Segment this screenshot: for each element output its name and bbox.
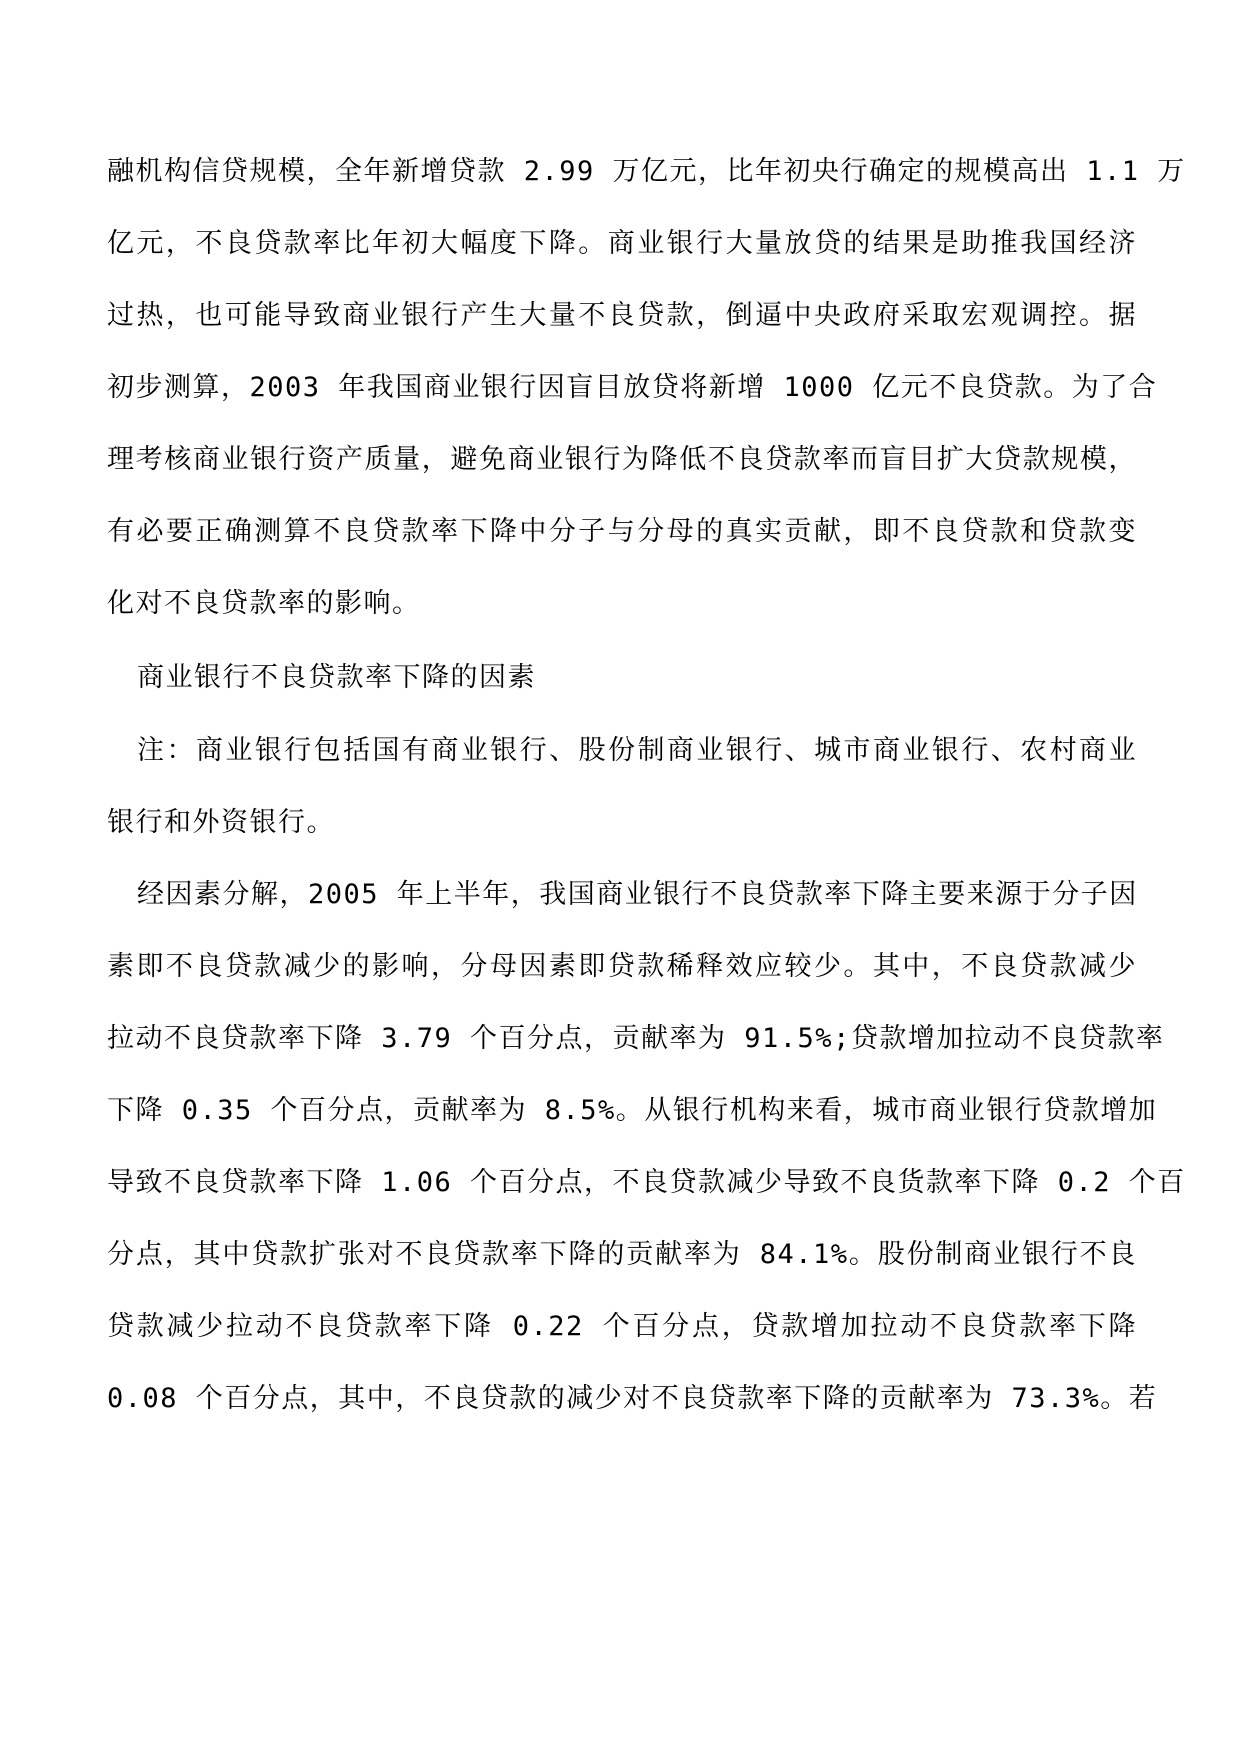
text-line: 导致不良贷款率下降 1.06 个百分点，不良贷款减少导致不良货款率下降 0.2 个百: [107, 1167, 1186, 1198]
text-line: 下降 0.35 个百分点，贡献率为 8.5%。从银行机构来看，城市商业银行贷款增加: [107, 1095, 1158, 1126]
text-line: 经因素分解，2005 年上半年，我国商业银行不良贷款率下降主要来源于分子因: [137, 879, 1138, 910]
text-line: 银行和外资银行。: [107, 807, 335, 838]
text-line: 化对不良贷款率的影响。: [107, 588, 421, 619]
text-line: 拉动不良贷款率下降 3.79 个百分点，贡献率为 91.5%;贷款增加拉动不良贷款率: [107, 1023, 1165, 1054]
text-line: 亿元，不良贷款率比年初大幅度下降。商业银行大量放贷的结果是助推我国经济: [107, 228, 1137, 259]
text-line: 融机构信贷规模，全年新增贷款 2.99 万亿元，比年初央行确定的规模高出 1.1 万: [107, 156, 1186, 187]
text-line: 贷款减少拉动不良贷款率下降 0.22 个百分点，贷款增加拉动不良贷款率下降: [107, 1311, 1137, 1342]
text-line: 理考核商业银行资产质量，避免商业银行为降低不良贷款率而盲目扩大贷款规模，: [107, 444, 1137, 475]
text-line: 初步测算，2003 年我国商业银行因盲目放贷将新增 1000 亿元不良贷款。为了合: [107, 372, 1158, 403]
text-line: 0.08 个百分点，其中，不良贷款的减少对不良贷款率下降的贡献率为 73.3%。若: [107, 1383, 1158, 1414]
text-line: 有必要正确测算不良贷款率下降中分子与分母的真实贡献，即不良贷款和贷款变: [107, 516, 1137, 547]
text-line: 素即不良贷款减少的影响，分母因素即贷款稀释效应较少。其中，不良贷款减少: [107, 951, 1137, 982]
text-line: 分点，其中贷款扩张对不良贷款率下降的贡献率为 84.1%。股份制商业银行不良: [107, 1239, 1137, 1270]
heading-text: 商业银行不良贷款率下降的因素: [137, 662, 536, 693]
text-line: 过热，也可能导致商业银行产生大量不良贷款，倒逼中央政府采取宏观调控。据: [107, 300, 1137, 331]
text-line: 注：商业银行包括国有商业银行、股份制商业银行、城市商业银行、农村商业: [137, 735, 1137, 766]
